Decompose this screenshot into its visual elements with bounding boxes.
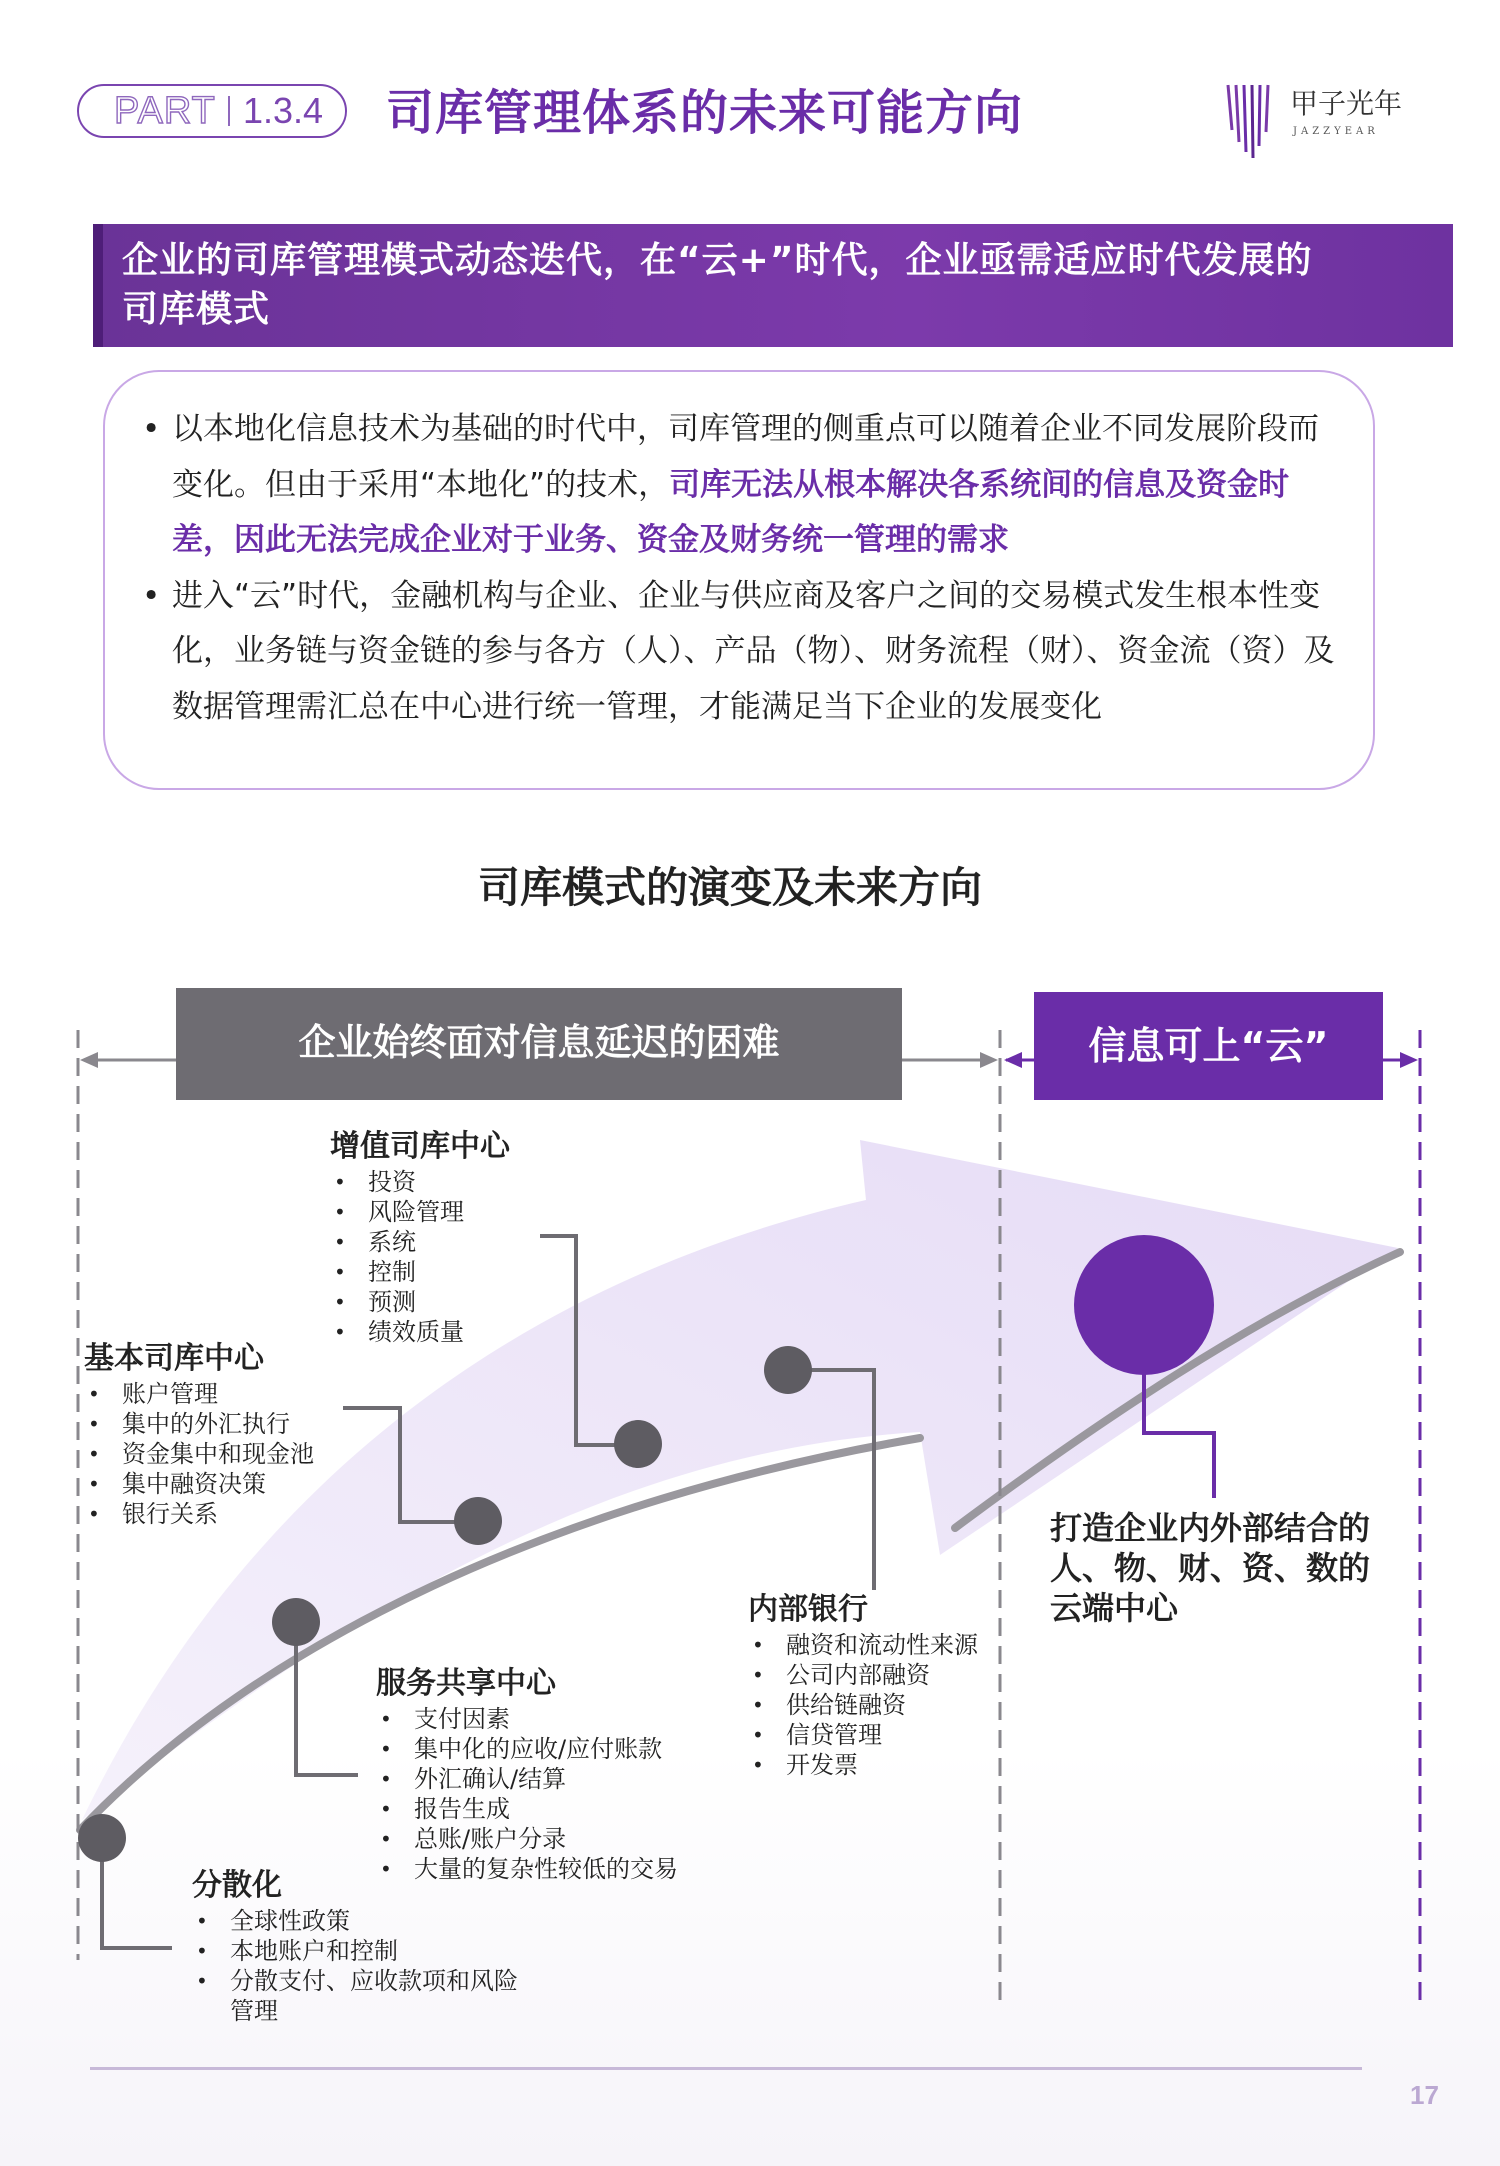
stage-item: • 报告生成 (376, 1794, 678, 1824)
stage-item: • 本地账户和控制 (192, 1936, 522, 1966)
stage-title: 增值司库中心 (330, 1129, 510, 1164)
bullet-text: 以本地化信息技术为基础的时代中，司库管理的侧重点可以随着企业不同发展阶段而变化。但由于采用“本地化”的技术， (172, 411, 1319, 503)
stage-title: 基本司库中心 (84, 1341, 264, 1376)
logo-text-en: JAZZYEAR (1293, 126, 1379, 137)
stage-value-added (330, 1127, 510, 1347)
banner-text: 企业的司库管理模式动态迭代，在“云+”时代，企业亟需适应时代发展的司库模式 (122, 240, 1313, 330)
stage-item: • 风险管理 (330, 1197, 510, 1227)
stage-items (84, 1379, 314, 1529)
stage-item: • 供给链融资 (748, 1690, 978, 1720)
stage-title: 内部银行 (748, 1592, 868, 1627)
stage-item: • 开发票 (748, 1750, 978, 1780)
bullet-highlight: 司库无法从根本解决各系统间的信息及资金时差，因此无法完成企业对于业务、资金及财务统一管理的需求 (172, 466, 1290, 558)
cloud-center-dot (1074, 1235, 1214, 1375)
stage-dot-shared (272, 1598, 320, 1646)
bullet-marker: • (142, 577, 161, 614)
delay-banner-text: 企业始终面对信息延迟的困难 (298, 1021, 780, 1064)
cloud-span-right-arrow-icon (1400, 1052, 1418, 1068)
stage-item: • 账户管理 (84, 1379, 314, 1409)
bullet-text: 进入“云”时代，金融机构与企业、企业与供应商及客户之间的交易模式发生根本性变化，业务链与资金链的参与各方（人）、产品（物）、财务流程（财）、资金流（资）及数据管理需汇总在中心进行统一管理，才能满足当下企业的发展变化 (172, 577, 1335, 725)
stage-shared-service (376, 1664, 678, 1884)
stage-items (376, 1704, 678, 1884)
stage-item: • 资金集中和现金池 (84, 1439, 314, 1469)
stage-item: • 信贷管理 (748, 1720, 978, 1750)
stage-item: • 融资和流动性来源 (748, 1630, 978, 1660)
stage-dot-internal-bank (764, 1346, 812, 1394)
stage-item: • 公司内部融资 (748, 1660, 978, 1690)
stage-item: • 控制 (330, 1257, 510, 1287)
footer-divider (90, 2067, 1362, 2070)
stage-dot-basic (454, 1497, 502, 1545)
stage-dot-decentralized (78, 1814, 126, 1862)
cloud-span-left-arrow-icon (1004, 1052, 1022, 1068)
stage-title: 分散化 (192, 1868, 282, 1903)
section-number: 1.3.4 (243, 90, 324, 131)
page-number: 17 (1410, 2080, 1439, 2110)
delay-span-right-arrow-icon (980, 1052, 998, 1068)
stage-item: • 大量的复杂性较低的交易 (376, 1854, 678, 1884)
stage-items (748, 1630, 978, 1780)
part-label: PART (114, 90, 216, 132)
stage-item: • 系统 (330, 1227, 510, 1257)
stage-item: • 外汇确认/结算 (376, 1764, 678, 1794)
stage-item: • 投资 (330, 1167, 510, 1197)
stage-item: • 支付因素 (376, 1704, 678, 1734)
stage-decentralized (192, 1866, 522, 2026)
stage-item: • 集中的外汇执行 (84, 1409, 314, 1439)
stage-item: • 绩效质量 (330, 1317, 510, 1347)
stage-basic (84, 1339, 314, 1529)
bullet-marker: • (142, 411, 161, 447)
page-title: 司库管理体系的未来可能方向 (386, 85, 1024, 141)
stage-internal-bank (748, 1590, 978, 1780)
stage-items (330, 1167, 510, 1347)
cloud-banner-text: 信息可上“云” (1088, 1024, 1329, 1068)
stage-items (192, 1906, 522, 2026)
diagram-title: 司库模式的演变及未来方向 (477, 863, 982, 912)
delay-span-left-arrow-icon (80, 1052, 98, 1068)
stage-item: • 银行关系 (84, 1499, 314, 1529)
cloud-center-text: 打造企业内外部结合的人、物、财、资、数的云端中心 (1050, 1509, 1371, 1627)
stage-item: • 全球性政策 (192, 1906, 522, 1936)
stage-item: • 集中化的应收/应付账款 (376, 1734, 678, 1764)
logo-text-cn: 甲子光年 (1290, 87, 1403, 120)
stage-item: • 预测 (330, 1287, 510, 1317)
stage-item: • 总账/账户分录 (376, 1824, 678, 1854)
stage-item: • 分散支付、应收款项和风险管理 (192, 1966, 522, 2026)
stage-dot-value-added (614, 1420, 662, 1468)
stage-item: • 集中融资决策 (84, 1469, 314, 1499)
stage-title: 服务共享中心 (376, 1666, 556, 1701)
